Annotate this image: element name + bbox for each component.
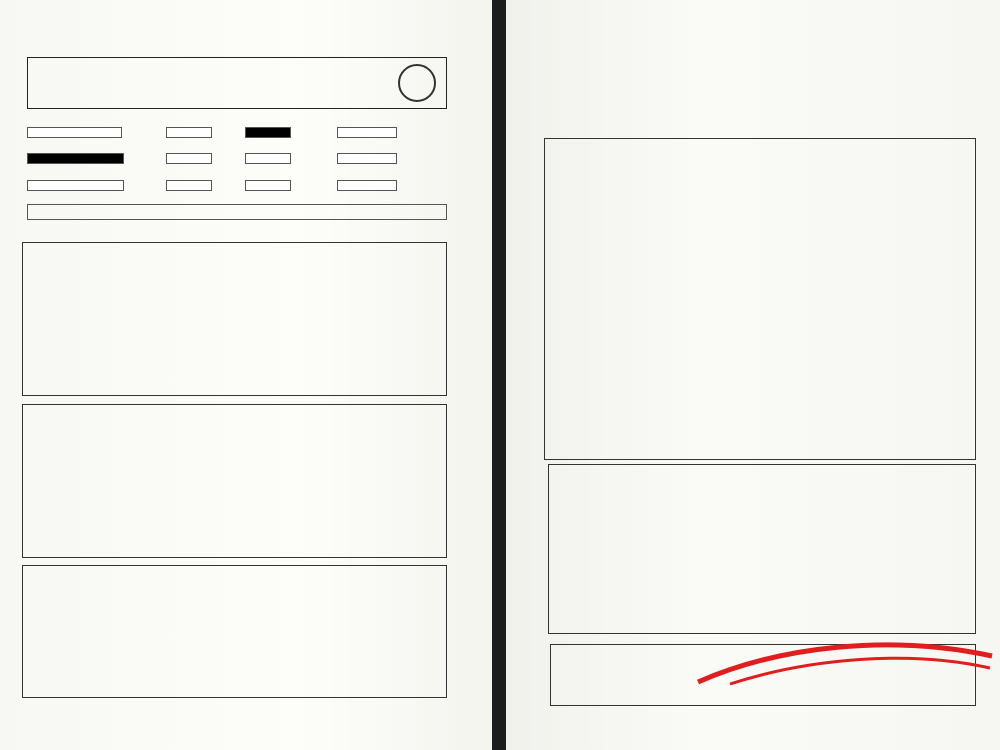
sim-value [166,153,212,164]
mileage-value [245,153,291,164]
registration-value [337,127,397,138]
plate-redacted [245,127,291,138]
section-engine-bay [548,464,976,634]
order-value [27,127,122,138]
page-1 [0,0,492,750]
vw-logo-icon [398,64,436,102]
model-value [27,180,124,191]
watermark-logo [676,672,996,750]
section-exterior [22,404,447,558]
customer-manager-value [337,153,397,164]
section-electrical [22,242,447,396]
sale-type-value [166,127,212,138]
model-year-value [245,180,291,191]
vin-redacted [27,153,124,164]
sic-value [166,180,212,191]
title-box [27,57,447,109]
section-underbody [544,138,976,460]
section-tyres [22,565,447,698]
vehicle-info [27,112,445,200]
inspection-banner [27,204,447,220]
date-value [337,180,397,191]
